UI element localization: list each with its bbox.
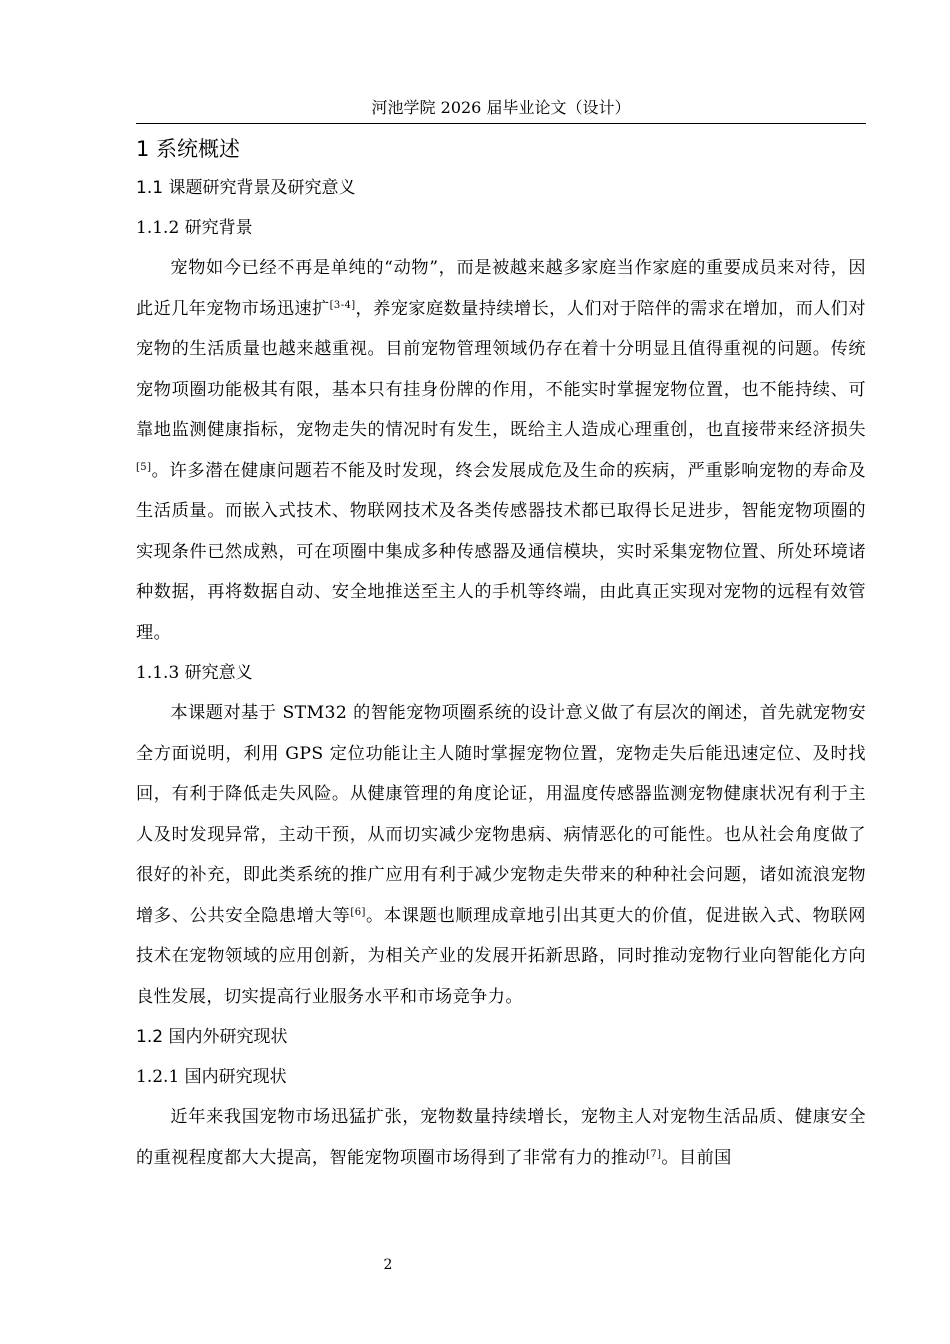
- citation: [3-4]: [329, 299, 356, 311]
- section-heading-1-1-3: 1.1.3 研究意义: [136, 663, 253, 683]
- section-heading-1-1-2: 1.1.2 研究背景: [136, 218, 253, 238]
- running-header: 河池学院 2026 届毕业论文（设计）: [371, 98, 631, 117]
- text-run: 近年来我国宠物市场迅猛扩张，宠物数量持续增长，宠物主人对宠物生活品质、健康安全的重视程度都大大提高，智能宠物项圈市场得到了非常有力的推动: [136, 1107, 866, 1168]
- text-run: 本课题对基于 STM32 的智能宠物项圈系统的设计意义做了有层次的阐述，首先就宠物安全方面说明，利用 GPS 定位功能让主人随时掌握宠物位置，宠物走失后能迅速定位、及时找回，有利于降低走失风险。从健康管理的角度论证，用温度传感器监测宠物健康状况有利于主人及时发现异常，主动干预，从而切实减少宠物患病、病情恶化的可能性。也从社会角度做了很好的补充，即此类系统的推广应用有利于减少宠物走失带来的种种社会问题，诸如流浪宠物增多、公共安全隐患增大等: [136, 703, 866, 926]
- section-heading-1-2: 1.2 国内外研究现状: [136, 1027, 288, 1047]
- text-run: 。许多潜在健康问题若不能及时发现，终会发展成危及生命的疾病，严重影响宠物的寿命及生活质量。而嵌入式技术、物联网技术及各类传感器技术都已取得长足进步，智能宠物项圈的实现条件已然成熟，可在项圈中集成多种传感器及通信模块，实时采集宠物位置、所处环境诸种数据，再将数据自动、安全地推送至主人的手机等终端，由此真正实现对宠物的远程有效管理。: [136, 460, 866, 643]
- text-run: ，养宠家庭数量持续增长，人们对于陪伴的需求在增加，而人们对宠物的生活质量也越来越重视。目前宠物管理领域仍存在着十分明显且值得重视的问题。传统宠物项圈功能极其有限，基本只有挂身份牌的作用，不能实时掌握宠物位置，也不能持续、可靠地监测健康指标，宠物走失的情况时有发生，既给主人造成心理重创，也直接带来经济损失: [136, 298, 866, 440]
- text-run: 宠物如今已经不再是单纯的“动物”，而是被越来越多家庭当作家庭的重要成员来对待，因此近几年宠物市场迅速扩: [136, 258, 866, 319]
- text-run: 。本课题也顺理成章地引出其更大的价值，促进嵌入式、物联网技术在宠物领域的应用创新，为相关产业的发展开拓新思路，同时推动宠物行业向智能化方向良性发展，切实提高行业服务水平和市场竞争力。: [136, 905, 866, 1007]
- header-rule: [136, 123, 866, 124]
- citation: [6]: [350, 906, 366, 918]
- section-heading-1-1: 1.1 课题研究背景及研究意义: [136, 178, 356, 198]
- citation: [7]: [646, 1148, 662, 1160]
- paragraph-domestic-research: [136, 1097, 866, 1178]
- paragraph-research-background: [136, 248, 866, 653]
- body-content: [136, 130, 866, 1178]
- section-heading-1: 1 系统概述: [136, 137, 241, 161]
- section-heading-1-2-1: 1.2.1 国内研究现状: [136, 1067, 287, 1087]
- paragraph-research-significance: [136, 693, 866, 1017]
- citation: [5]: [136, 461, 152, 473]
- page-number: 2: [383, 1257, 393, 1273]
- text-run: 。目前国: [661, 1147, 732, 1168]
